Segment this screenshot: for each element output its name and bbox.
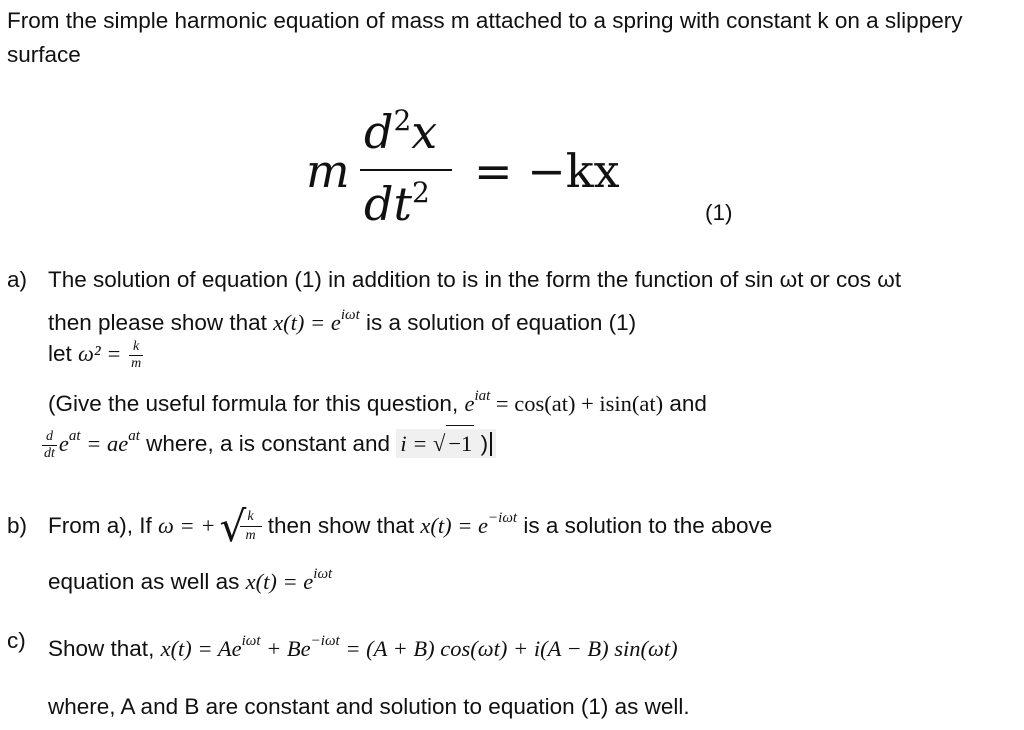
part-b — [0, 500, 1024, 594]
fraction-numerator: $d^2x$ — [364, 104, 438, 159]
main-equation — [306, 104, 636, 231]
sqrt-k-over-m: √ k m — [220, 504, 258, 550]
part-b-line2: equation as well as $x(t) = e^{i\omega t}$ — [48, 566, 333, 594]
part-c-letter: c) — [7, 628, 26, 653]
equation-rhs: = −kx — [474, 144, 620, 198]
part-c-footer: where, A and B are constant and solution to equation (1) as well. — [48, 694, 690, 719]
part-b-line1: From a), If ω = + √ k m then show that $x(t) = e^{-i\omega t}$ is a solution to the above — [48, 502, 773, 552]
part-a-letter: a) — [7, 267, 28, 292]
part-a-derivative-line: $\frac{d}{dt}$ $e^{at} = ae^{at}$ where, a is constant and i = √ −1 ) — [40, 418, 496, 462]
part-a-line2: then please show that $x(t) = e^{i\omega t}$ is a solution of equation (1) — [48, 307, 637, 335]
part-a-formula-line: (Give the useful formula for this question, $e^{iat} = \cos(at) + isin(at)$ and — [48, 388, 707, 416]
d-over-dt-fraction: $\frac{d}{dt}$ — [44, 428, 55, 461]
intro-text: From the simple harmonic equation of mass m attached to a spring with constant k on a slippery surface — [7, 8, 963, 67]
highlighted-formula[interactable]: i = √ −1 ) — [396, 429, 496, 458]
part-c — [0, 623, 1024, 723]
fraction-denominator: $dt^2$ — [364, 176, 430, 231]
equation-number: (1) — [705, 200, 733, 225]
part-a-line1: The solution of equation (1) in addition to is in the form the function of sin ωt or cos ωt — [48, 267, 902, 292]
part-b-letter: b) — [7, 513, 28, 538]
part-c-line1: Show that, $x(t) = Ae^{i\omega t} + Be^{-i\omega t} = (A + B) \cos(\omega t) + i(A - B)$ sin(ωt) — [48, 633, 678, 661]
part-a — [0, 262, 1024, 472]
text-cursor — [490, 432, 492, 456]
part-a-let-line: let ω² = $\frac{k}{m}$ — [48, 338, 142, 371]
mass-symbol: m — [306, 144, 350, 198]
fraction-bar — [360, 169, 452, 171]
k-over-m-fraction: $\frac{k}{m}$ — [131, 338, 142, 371]
